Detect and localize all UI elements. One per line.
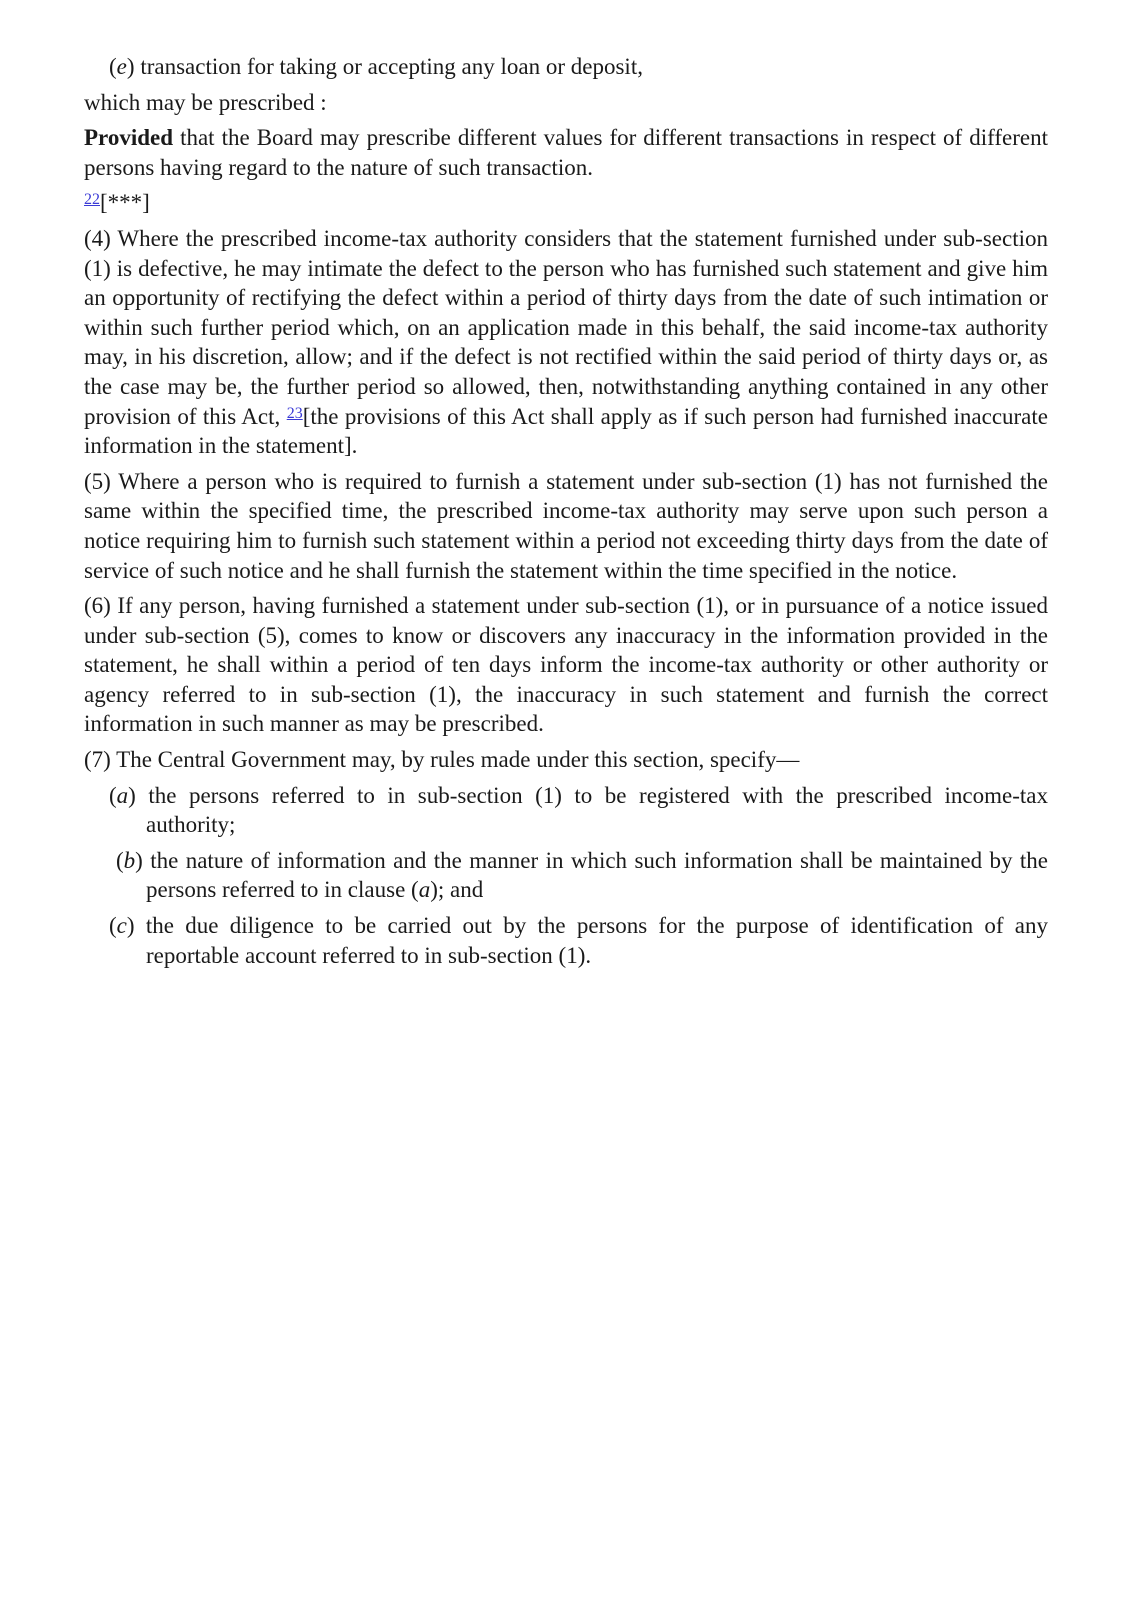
clause-e-label: e (116, 54, 127, 79)
clause-7a-text: the persons referred to in sub-section (1) to be registered with the prescribed income-tax authority; (146, 782, 1048, 838)
clause-e: (e) transaction for taking or accepting any loan or deposit, (109, 54, 643, 79)
clause-7b-ref: a (418, 877, 431, 903)
proviso (84, 123, 1048, 182)
omission-text: [***] (100, 190, 150, 216)
sub-section-4 (84, 224, 1048, 461)
omission-line (84, 188, 1048, 218)
footnote-22-link[interactable]: 22 (84, 191, 100, 209)
clause-7b-label: b (123, 847, 136, 873)
clause-7a: (a) the persons referred to in sub-section (1) to be registered with the prescribed income-tax authority; (109, 782, 1048, 838)
clause-7b-text-before: the nature of information and the manner in which such information shall be maintained by the persons referred to in clause ( (146, 847, 1048, 903)
clause-7b-text-after: ); and (430, 877, 484, 903)
sub-section-7-lead: (7) The Central Government may, by rules made under this section, specify— (84, 747, 800, 773)
clause-7b: (b) the nature of information and the manner in which such information shall be maintained by the persons referred to in clause (a); and (116, 847, 1048, 903)
clause-7c-label: c (116, 913, 127, 939)
prescribed-line: which may be prescribed : (84, 89, 327, 115)
footnote-23-link[interactable]: 23 (286, 404, 303, 422)
clause-e-text: transaction for taking or accepting any loan or deposit, (140, 54, 643, 79)
clause-7c: (c) the due diligence to be carried out by the persons for the purpose of identification of any reportable account referred to in sub-section (1). (109, 913, 1048, 968)
sub-section-5: (5) Where a person who is required to furnish a statement under sub-section (1) has not furnished the same within the specified time, the prescribed income-tax authority may serve upon such person a notice requiring him to furnish such statement within a period not exceeding thirty days from the date of service of such notice and he shall furnish the statement within the time specified in the notice. (84, 468, 1048, 583)
clause-7c-text: the due diligence to be carried out by the persons for the purpose of identification of any reportable account referred to in sub-section (1). (145, 913, 1048, 968)
sub-section-6: (6) If any person, having furnished a statement under sub-section (1), or in pursuance of a notice issued under sub-section (5), comes to know or discovers any inaccuracy in the information provided in the statement, he shall within a period of ten days inform the income-tax authority or other authority or agency referred to in sub-section (1), the inaccuracy in such statement and furnish the correct information in such manner as may be prescribed. (84, 593, 1048, 737)
sub4-text-after: [the provisions of this Act shall apply as if such person had furnished inaccurate information in the statement]. (84, 403, 1048, 459)
document-page (84, 52, 1048, 976)
clause-7a-label: a (116, 782, 129, 808)
sub4-text-before: (4) Where the prescribed income-tax authority considers that the statement furnished under sub-section (1) is defective, he may intimate the defect to the person who has furnished such statement and give him an opportunity of rectifying the defect within a period of thirty days from the date of such intimation or within such further period which, on an application made in this behalf, the said income-tax authority may, in his discretion, allow; and if the defect is not rectified within the said period of thirty days or, as the case may be, the further period so allowed, then, notwithstanding anything contained in any other provision of this Act, (84, 225, 1048, 429)
proviso-text: that the Board may prescribe different values for different transactions in respect of different persons having regard to the nature of such transaction. (84, 125, 1048, 180)
proviso-bold: Provided (84, 125, 174, 151)
